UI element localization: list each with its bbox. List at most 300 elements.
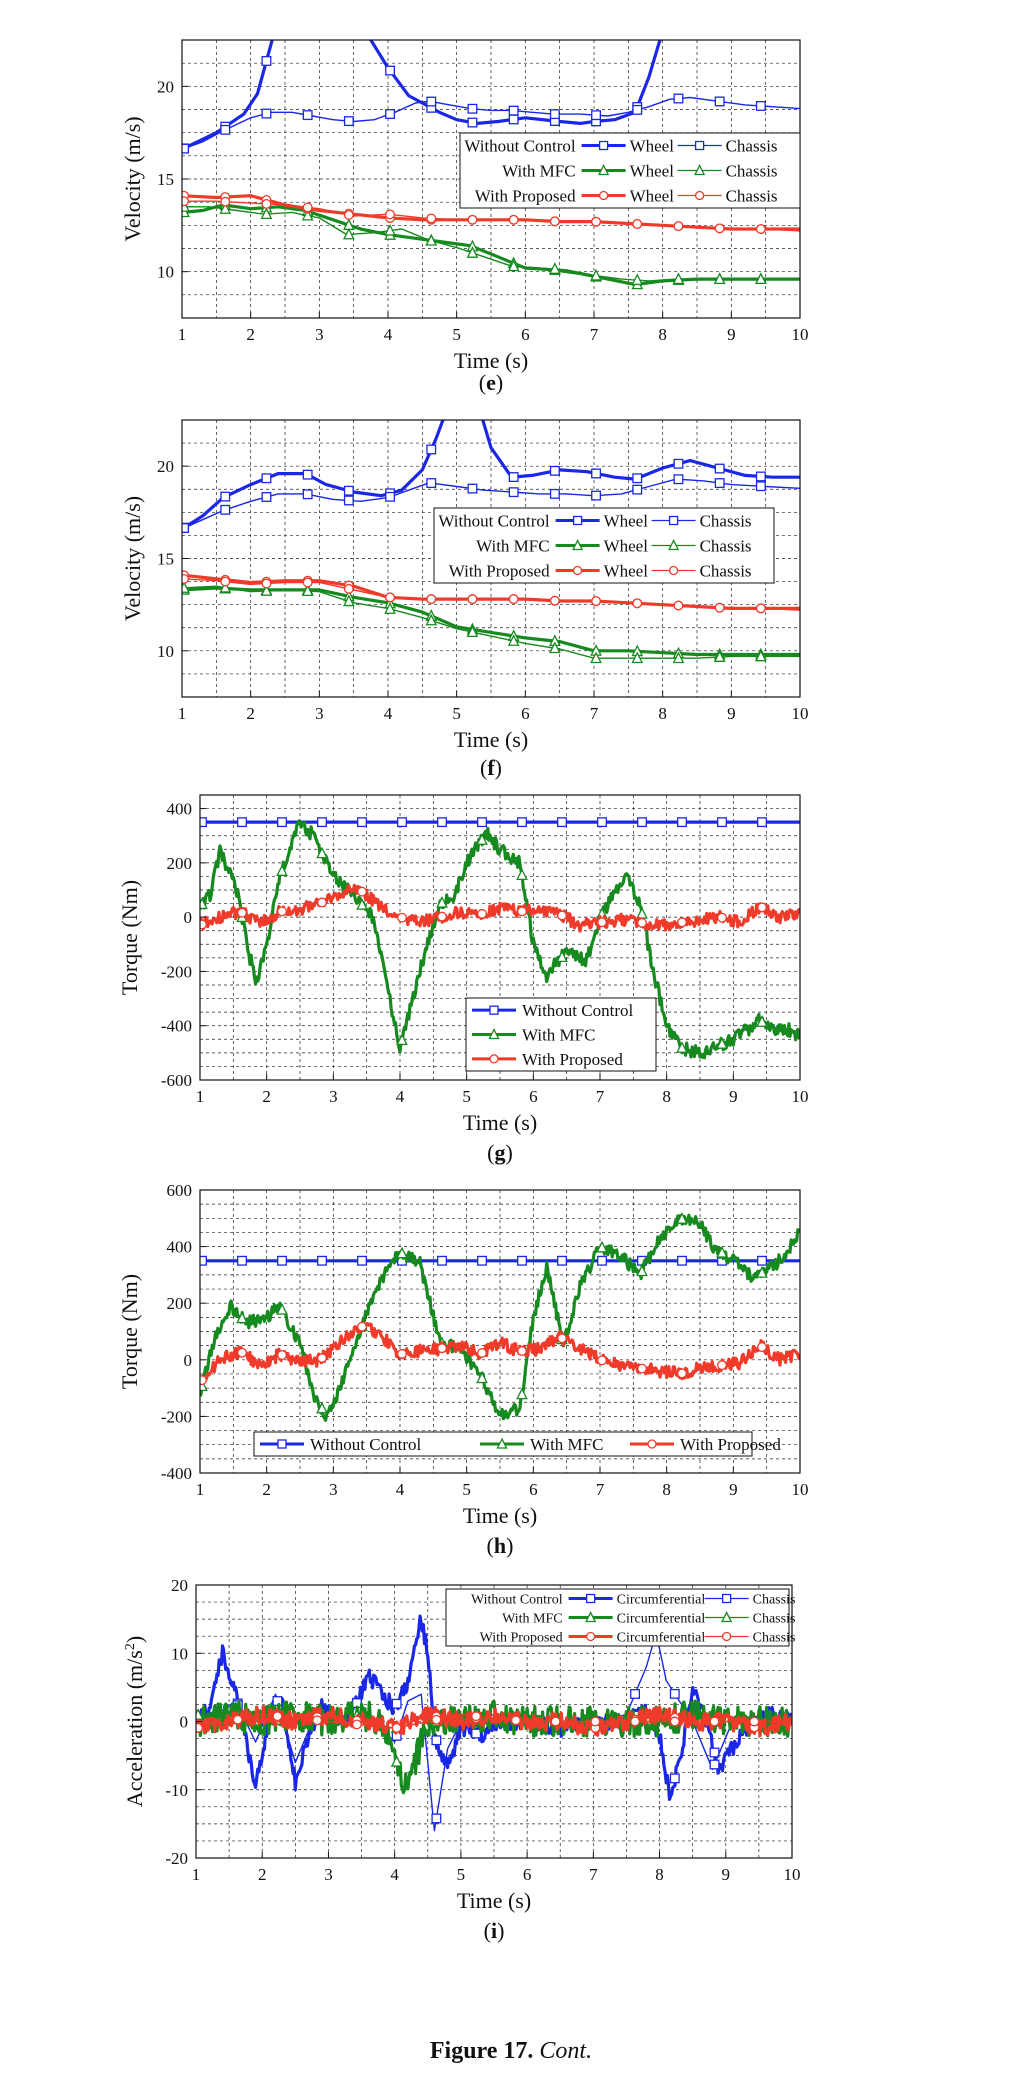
marker-circle xyxy=(509,215,518,224)
marker-square xyxy=(318,818,327,827)
marker-square xyxy=(509,473,518,482)
legend xyxy=(434,508,774,583)
y-tick-label: -10 xyxy=(165,1780,188,1800)
marker-circle xyxy=(558,1334,567,1343)
marker-square xyxy=(509,115,518,124)
marker-square xyxy=(674,475,683,484)
marker-square xyxy=(518,1256,527,1265)
legend-label: Without Control xyxy=(522,1001,634,1021)
marker-square xyxy=(757,482,766,491)
figure-caption-label: Figure 17. xyxy=(429,2038,534,2064)
marker-circle xyxy=(233,1715,242,1724)
x-tick-label: 3 xyxy=(329,1480,338,1499)
marker-square xyxy=(633,106,642,115)
marker-circle xyxy=(518,907,527,916)
x-tick-label: 1 xyxy=(195,1480,205,1499)
legend-row-label: With MFC xyxy=(476,536,550,556)
x-tick-label: 8 xyxy=(658,704,667,723)
marker-circle xyxy=(386,210,395,219)
legend-col-label: Wheel xyxy=(629,186,674,206)
marker-circle xyxy=(262,579,271,588)
marker-circle xyxy=(598,918,607,927)
marker-square xyxy=(478,818,487,827)
x-tick-label: 2 xyxy=(246,704,255,723)
x-tick-label: 7 xyxy=(589,704,599,723)
marker-circle xyxy=(696,192,704,200)
x-tick-label: 2 xyxy=(262,1087,271,1106)
marker-circle xyxy=(198,920,207,929)
x-tick-label: 3 xyxy=(315,704,324,723)
marker-circle xyxy=(490,1055,498,1063)
marker-circle xyxy=(313,1716,322,1725)
marker-circle xyxy=(303,578,312,587)
marker-square xyxy=(278,1440,286,1448)
marker-circle xyxy=(472,1712,481,1721)
marker-square xyxy=(592,491,601,500)
y-tick-label: 20 xyxy=(157,77,174,97)
marker-square xyxy=(718,818,727,827)
marker-square xyxy=(262,57,271,66)
marker-circle xyxy=(551,596,560,605)
marker-square xyxy=(678,1256,687,1265)
marker-square xyxy=(427,479,436,488)
marker-square xyxy=(551,490,560,499)
figure-caption-text: Cont. xyxy=(539,2038,593,2064)
legend-col-label: Circumferential xyxy=(616,1630,706,1646)
marker-circle xyxy=(757,604,766,613)
marker-circle xyxy=(468,595,477,604)
marker-square xyxy=(757,472,766,481)
marker-square xyxy=(358,1256,367,1265)
marker-square xyxy=(468,104,477,113)
legend-col-label: Chassis xyxy=(699,561,752,581)
legend-label: With Proposed xyxy=(680,1435,781,1454)
chart-panel-g xyxy=(117,795,809,1165)
marker-square xyxy=(723,1595,731,1603)
marker-square xyxy=(518,818,527,827)
marker-circle xyxy=(427,595,436,604)
x-tick-label: 6 xyxy=(529,1087,538,1106)
marker-square xyxy=(198,1256,207,1265)
x-tick-label: 7 xyxy=(595,1480,605,1499)
y-tick-label: 0 xyxy=(183,1350,192,1370)
x-axis-title: Time (s) xyxy=(456,1888,532,1913)
marker-square xyxy=(432,1736,441,1745)
panel-label: (g) xyxy=(487,1140,513,1165)
legend-label: With MFC xyxy=(530,1435,604,1454)
marker-circle xyxy=(638,919,647,928)
x-tick-label: 10 xyxy=(783,1865,801,1884)
x-tick-label: 6 xyxy=(521,704,530,723)
marker-circle xyxy=(518,1347,527,1356)
marker-circle xyxy=(758,1343,767,1352)
marker-square xyxy=(600,142,608,150)
y-axis-title-main: Acceleration (m/s xyxy=(122,1650,147,1808)
x-tick-label: 4 xyxy=(395,1480,405,1499)
x-tick-label: 2 xyxy=(246,325,255,344)
marker-square xyxy=(757,102,766,111)
marker-circle xyxy=(180,575,189,584)
marker-circle xyxy=(600,192,608,200)
y-axis-title-end: ) xyxy=(122,1635,147,1644)
series-layer xyxy=(193,1616,792,1831)
marker-circle xyxy=(678,918,687,927)
x-tick-label: 9 xyxy=(729,1087,738,1106)
x-tick-label: 5 xyxy=(452,704,461,723)
marker-circle xyxy=(718,1361,727,1370)
marker-triangle xyxy=(637,908,647,918)
panel-label: (h) xyxy=(486,1533,514,1558)
marker-circle xyxy=(278,1351,287,1360)
x-tick-label: 10 xyxy=(791,1087,809,1106)
marker-square xyxy=(221,505,230,514)
x-tick-label: 9 xyxy=(729,1480,738,1499)
x-tick-label: 3 xyxy=(329,1087,338,1106)
marker-square xyxy=(558,1256,567,1265)
y-tick-label: 10 xyxy=(171,1644,188,1664)
marker-square xyxy=(592,469,601,478)
x-axis-title: Time (s) xyxy=(453,348,529,373)
chart-panel-f xyxy=(120,383,809,780)
marker-circle xyxy=(715,603,724,612)
x-tick-label: 8 xyxy=(662,1087,671,1106)
marker-square xyxy=(674,459,683,468)
legend-col-label: Chassis xyxy=(725,161,778,181)
marker-circle xyxy=(592,217,601,226)
marker-square xyxy=(587,1595,595,1603)
marker-square xyxy=(715,97,724,106)
marker-square xyxy=(238,1256,247,1265)
legend-row-label: With MFC xyxy=(502,1611,563,1627)
marker-square xyxy=(592,111,601,120)
marker-square xyxy=(262,109,271,118)
y-tick-label: -200 xyxy=(160,1407,192,1427)
legend-col-label: Chassis xyxy=(752,1611,796,1627)
marker-square xyxy=(696,142,704,150)
marker-square xyxy=(551,467,560,476)
x-tick-label: 9 xyxy=(727,704,736,723)
y-axis-title-main: Torque (Nm) xyxy=(117,1273,142,1390)
marker-square xyxy=(221,492,230,501)
marker-square xyxy=(598,818,607,827)
y-axis-title-sup: 2 xyxy=(123,1643,138,1651)
marker-circle xyxy=(633,220,642,229)
marker-circle xyxy=(221,197,230,206)
marker-square xyxy=(303,111,312,120)
marker-circle xyxy=(198,1376,207,1385)
y-tick-label: 15 xyxy=(157,549,174,569)
legend-col-label: Circumferential xyxy=(616,1592,706,1608)
marker-square xyxy=(758,818,767,827)
marker-circle xyxy=(238,1348,247,1357)
x-tick-label: 8 xyxy=(655,1865,664,1884)
marker-square xyxy=(551,110,560,119)
y-tick-label: 0 xyxy=(183,908,192,928)
marker-square xyxy=(345,486,354,495)
legend-row-label: With Proposed xyxy=(448,561,550,581)
marker-square xyxy=(303,470,312,479)
marker-circle xyxy=(587,1633,595,1641)
legend-col-label: Chassis xyxy=(699,536,752,556)
legend xyxy=(446,1589,795,1646)
legend-row-label: Without Control xyxy=(471,1592,563,1608)
x-tick-label: 2 xyxy=(262,1480,271,1499)
x-tick-label: 5 xyxy=(456,1865,466,1884)
marker-circle xyxy=(318,898,327,907)
marker-square xyxy=(478,1256,487,1265)
marker-square xyxy=(633,485,642,494)
x-tick-label: 4 xyxy=(383,704,393,723)
marker-square xyxy=(345,117,354,126)
legend-row-label: With MFC xyxy=(502,161,576,181)
marker-circle xyxy=(438,1344,447,1353)
marker-square xyxy=(180,524,189,533)
x-axis-title: Time (s) xyxy=(462,1110,538,1135)
marker-square xyxy=(638,818,647,827)
y-tick-label: 0 xyxy=(179,1712,188,1732)
marker-square xyxy=(710,1760,719,1769)
marker-square xyxy=(345,496,354,505)
x-tick-label: 1 xyxy=(177,325,187,344)
legend-col-label: Chassis xyxy=(725,136,778,156)
x-tick-label: 6 xyxy=(521,325,530,344)
marker-circle xyxy=(678,1369,687,1378)
marker-circle xyxy=(432,1715,441,1724)
marker-square xyxy=(318,1256,327,1265)
x-tick-label: 10 xyxy=(791,1480,809,1499)
marker-square xyxy=(598,1256,607,1265)
marker-square xyxy=(509,488,518,497)
marker-circle xyxy=(398,913,407,922)
marker-circle xyxy=(273,1712,282,1721)
marker-square xyxy=(198,818,207,827)
x-tick-label: 1 xyxy=(195,1087,205,1106)
legend-col-label: Wheel xyxy=(603,511,648,531)
chart-panel-i xyxy=(122,1576,801,1943)
marker-square xyxy=(278,818,287,827)
marker-triangle xyxy=(517,870,527,880)
x-tick-label: 10 xyxy=(791,325,809,344)
marker-circle xyxy=(512,1716,521,1725)
series-without-control-wheel xyxy=(182,0,704,149)
marker-circle xyxy=(558,911,567,920)
y-tick-label: -600 xyxy=(160,1071,192,1090)
marker-square xyxy=(180,144,189,153)
x-tick-label: 7 xyxy=(589,325,599,344)
x-tick-label: 5 xyxy=(452,325,461,344)
x-tick-label: 1 xyxy=(177,704,187,723)
legend-col-label: Chassis xyxy=(752,1592,796,1608)
legend-row-label: With Proposed xyxy=(479,1630,563,1646)
x-tick-label: 9 xyxy=(721,1865,731,1884)
marker-circle xyxy=(345,211,354,220)
legend xyxy=(254,1432,781,1456)
marker-circle xyxy=(318,1354,327,1363)
x-tick-label: 6 xyxy=(529,1480,538,1499)
marker-square xyxy=(715,479,724,488)
y-tick-label: -200 xyxy=(160,962,192,982)
marker-circle xyxy=(180,197,189,206)
x-tick-label: 6 xyxy=(522,1865,532,1884)
legend-col-label: Circumferential xyxy=(616,1611,706,1627)
marker-square xyxy=(715,464,724,473)
marker-circle xyxy=(718,913,727,922)
marker-square xyxy=(468,484,477,493)
marker-square xyxy=(278,1256,287,1265)
x-tick-label: 8 xyxy=(658,325,667,344)
y-axis-title xyxy=(120,496,145,621)
marker-square xyxy=(670,517,678,525)
marker-square xyxy=(427,445,436,454)
marker-square xyxy=(438,818,447,827)
marker-circle xyxy=(710,1717,719,1726)
legend xyxy=(460,133,800,208)
legend-col-label: Chassis xyxy=(725,186,778,206)
marker-circle xyxy=(592,597,601,606)
marker-square xyxy=(386,66,395,75)
marker-circle xyxy=(345,585,354,594)
x-tick-label: 7 xyxy=(595,1087,605,1106)
marker-square xyxy=(472,1729,481,1738)
y-tick-label: -400 xyxy=(160,1464,192,1483)
x-tick-label: 9 xyxy=(727,325,736,344)
legend-col-label: Wheel xyxy=(629,161,674,181)
y-tick-label: 15 xyxy=(157,170,174,189)
marker-circle xyxy=(598,1356,607,1365)
marker-square xyxy=(432,1814,441,1823)
marker-circle xyxy=(398,1350,407,1359)
marker-circle xyxy=(551,217,560,226)
marker-square xyxy=(558,818,567,827)
marker-square xyxy=(678,818,687,827)
marker-circle xyxy=(648,1440,656,1448)
marker-circle xyxy=(303,203,312,212)
figure-caption xyxy=(0,2038,1022,2065)
marker-triangle xyxy=(392,1756,402,1766)
marker-square xyxy=(670,1774,679,1783)
marker-square xyxy=(427,97,436,106)
marker-square xyxy=(674,94,683,103)
marker-circle xyxy=(262,200,271,209)
y-axis-title xyxy=(117,880,142,995)
marker-square xyxy=(238,818,247,827)
legend-col-label: Chassis xyxy=(699,511,752,531)
marker-square xyxy=(386,110,395,119)
marker-square xyxy=(392,1699,401,1708)
marker-square xyxy=(490,1006,498,1014)
marker-square xyxy=(262,474,271,483)
marker-circle xyxy=(238,909,247,918)
marker-circle xyxy=(353,1720,362,1729)
x-tick-label: 3 xyxy=(324,1865,333,1884)
marker-circle xyxy=(757,225,766,234)
marker-square xyxy=(468,118,477,127)
marker-circle xyxy=(427,214,436,223)
x-tick-label: 4 xyxy=(383,325,393,344)
marker-circle xyxy=(758,903,767,912)
marker-circle xyxy=(750,1717,759,1726)
marker-circle xyxy=(591,1717,600,1726)
legend-label: With Proposed xyxy=(522,1049,623,1069)
legend-row-label: Without Control xyxy=(464,136,576,156)
x-axis-title: Time (s) xyxy=(453,727,529,752)
marker-circle xyxy=(358,887,367,896)
y-axis-title-main: Velocity (m/s) xyxy=(120,495,145,622)
marker-circle xyxy=(633,599,642,608)
x-tick-label: 10 xyxy=(791,704,809,723)
y-tick-label: 200 xyxy=(166,853,192,873)
x-tick-label: 4 xyxy=(395,1087,405,1106)
marker-square xyxy=(221,126,230,135)
marker-circle xyxy=(723,1633,731,1641)
marker-circle xyxy=(674,222,683,231)
legend-row-label: With Proposed xyxy=(474,186,576,206)
legend-col-label: Wheel xyxy=(603,536,648,556)
series-layer xyxy=(197,1214,800,1421)
marker-circle xyxy=(194,1724,203,1733)
x-tick-label: 5 xyxy=(462,1087,471,1106)
marker-square xyxy=(631,1690,640,1699)
marker-square xyxy=(509,106,518,115)
x-axis-title: Time (s) xyxy=(462,1503,538,1528)
x-tick-label: 4 xyxy=(390,1865,399,1884)
y-tick-label: 10 xyxy=(157,262,174,282)
marker-circle xyxy=(715,224,724,233)
y-axis-title-main: Torque (Nm) xyxy=(117,879,142,996)
y-axis-title xyxy=(122,1636,147,1807)
y-tick-label: 400 xyxy=(166,1237,192,1257)
y-axis-title xyxy=(120,116,145,241)
y-tick-label: 10 xyxy=(157,641,174,661)
marker-circle xyxy=(358,1322,367,1331)
marker-circle xyxy=(638,1364,647,1373)
y-tick-label: 400 xyxy=(166,799,192,819)
panel-label: (e) xyxy=(478,370,504,395)
marker-circle xyxy=(674,601,683,610)
marker-circle xyxy=(574,567,582,575)
marker-circle xyxy=(386,593,395,602)
y-tick-label: -400 xyxy=(160,1016,192,1036)
marker-square xyxy=(758,1256,767,1265)
x-tick-label: 1 xyxy=(191,1865,201,1884)
marker-triangle xyxy=(517,1389,527,1399)
legend-label: With MFC xyxy=(522,1025,596,1045)
marker-square xyxy=(438,1256,447,1265)
y-tick-label: 200 xyxy=(166,1294,192,1314)
panel-label: (i) xyxy=(483,1918,505,1943)
marker-circle xyxy=(670,567,678,575)
marker-square xyxy=(386,493,395,502)
panel-label: (f) xyxy=(480,755,502,780)
legend xyxy=(466,998,656,1071)
legend-col-label: Wheel xyxy=(603,561,648,581)
marker-square xyxy=(303,490,312,499)
legend-label: Without Control xyxy=(310,1435,422,1454)
marker-square xyxy=(262,493,271,502)
marker-circle xyxy=(551,1717,560,1726)
x-tick-label: 7 xyxy=(589,1865,598,1884)
marker-square xyxy=(358,818,367,827)
x-tick-label: 5 xyxy=(462,1480,471,1499)
legend-col-label: Wheel xyxy=(629,136,674,156)
y-axis-title xyxy=(117,1274,142,1389)
marker-square xyxy=(398,818,407,827)
marker-circle xyxy=(468,215,477,224)
y-tick-label: 20 xyxy=(157,457,174,477)
marker-circle xyxy=(221,577,230,586)
legend-col-label: Chassis xyxy=(752,1630,796,1646)
marker-circle xyxy=(509,595,518,604)
